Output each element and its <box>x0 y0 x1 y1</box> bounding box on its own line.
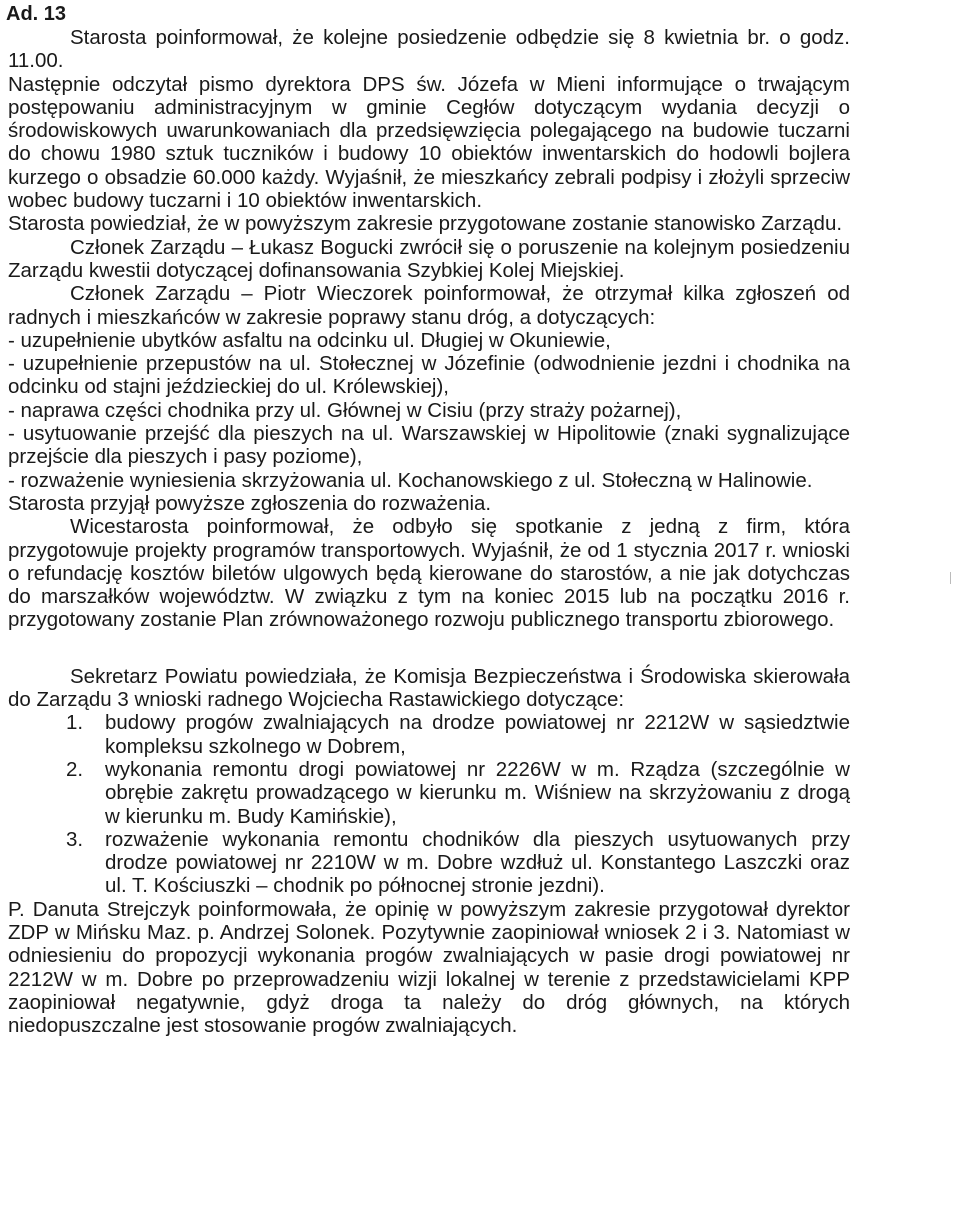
spacer <box>8 632 850 665</box>
paragraph-starosta-accepts: Starosta przyjął powyższe zgłoszenia do rozważenia. <box>8 491 492 515</box>
document-body <box>8 26 850 1037</box>
road-request-item: - rozważenie wyniesienia skrzyżowania ul. Kochanowskiego z ul. Stołeczną w Halinowie. <box>8 468 813 492</box>
paragraph-strejczyk: P. Danuta Strejczyk poinformowała, że opinię w powyższym zakresie przygotował dyrektor ZDP w Mińsku Maz. p. Andrzej Solonek. Pozytywnie zaopiniował wniosek 2 i 3. Natomiast w odniesieniu do propozycji wykonania progów zwalniających w pasie drogi powiatowej nr 2212W w m. Dobre po przeprowadzeniu wizji lokalnej w terenie z przedstawicielami KPP zaopiniował negatywnie, gdyż droga ta należy do dróg głównych, na których niedopuszczalne jest stosowanie progów zwalniających. <box>8 897 850 1038</box>
paragraph-meeting-date: Starosta poinformował, że kolejne posiedzenie odbędzie się 8 kwietnia br. o godz. 11.00. <box>8 26 850 73</box>
road-request-item: - naprawa części chodnika przy ul. Głównej w Cisiu (przy straży pożarnej), <box>8 398 682 422</box>
paragraph-bogucki: Członek Zarządu – Łukasz Bogucki zwrócił się o poruszenie na kolejnym posiedzeniu Zarządu kwestii dotyczącej dofinansowania Szybkiej Kolej Miejskiej. <box>8 235 850 282</box>
motion-text: budowy progów zwalniających na drodze powiatowej nr 2212W w sąsiedztwie kompleksu szkolnego w Dobrem, <box>105 711 850 758</box>
motion-text: wykonania remontu drogi powiatowej nr 2226W w m. Rządza (szczególnie w obrębie zakrętu prowadzącego w kierunku m. Wiśniew na skrzyżowaniu z drogą w kierunku m. Budy Kamińskie), <box>105 757 850 828</box>
paragraph-secretary: Sekretarz Powiatu powiedziała, że Komisja Bezpieczeństwa i Środowiska skierowała do Zarządu 3 wnioski radnego Wojciecha Rastawickiego dotyczące: <box>8 664 850 712</box>
motion-number: 3. <box>66 827 84 851</box>
motion-text: rozważenie wykonania remontu chodników dla pieszych usytuowanych przy drodze powiatowej nr 2210W w m. Dobre wzdłuż ul. Konstantego Laszczki oraz ul. T. Kościuszki – chodnik po północnej stronie jezdni). <box>105 827 850 898</box>
scan-mark <box>950 572 954 584</box>
road-request-item: - uzupełnienie ubytków asfaltu na odcinku ul. Długiej w Okuniewie, <box>8 328 611 352</box>
paragraph-board-position: Starosta powiedział, że w powyższym zakresie przygotowane zostanie stanowisko Zarządu. <box>8 212 843 236</box>
motion-number: 2. <box>66 757 84 781</box>
motion-item <box>8 758 850 828</box>
road-request-item: - uzupełnienie przepustów na ul. Stołecznej w Józefinie (odwodnienie jezdni i chodnika na odcinku od stajni jeździeckiej do ul. Królewskiej), <box>8 352 850 399</box>
paragraph-wieczorek: Członek Zarządu – Piotr Wieczorek poinformował, że otrzymał kilka zgłoszeń od radnych i mieszkańców w zakresie poprawy stanu dróg, a dotyczących: <box>8 282 850 329</box>
motion-number: 1. <box>66 711 84 735</box>
paragraph-wicestarosta: Wicestarosta poinformował, że odbyło się spotkanie z jedną z firm, która przygotowuje projekty programów transportowych. Wyjaśnił, że od 1 stycznia 2017 r. wnioski o refundację kosztów biletów ulgowych będą kierowane do starostów, a nie jak dotychczas do marszałków województw. W związku z tym na koniec 2015 lub na początku 2016 r. przygotowany zostanie Plan zrównoważonego rozwoju publicznego transportu zbiorowego. <box>8 515 850 632</box>
section-heading: Ad. 13 <box>6 3 67 25</box>
motions-list <box>8 711 850 897</box>
motion-item <box>8 711 850 758</box>
motion-item <box>8 828 850 898</box>
paragraph-dps-letter: Następnie odczytał pismo dyrektora DPS św. Józefa w Mieni informujące o trwającym postępowaniu administracyjnym w gminie Cegłów dotyczącym wydania decyzji o środowiskowych uwarunkowaniach dla przedsięwzięcia polegającego na budowie tuczarni do chowu 1980 sztuk tuczników i budowy 10 obiektów inwentarskich do hodowli bojlera kurzego o obsadzie 60.000 każdy. Wyjaśnił, że mieszkańcy zebrali podpisy i złożyli sprzeciw wobec budowy tuczarni i 10 obiektów inwentarskich. <box>8 72 850 213</box>
road-request-item: - usytuowanie przejść dla pieszych na ul. Warszawskiej w Hipolitowie (znaki sygnalizujące przejście dla pieszych i pasy poziome), <box>8 422 850 469</box>
